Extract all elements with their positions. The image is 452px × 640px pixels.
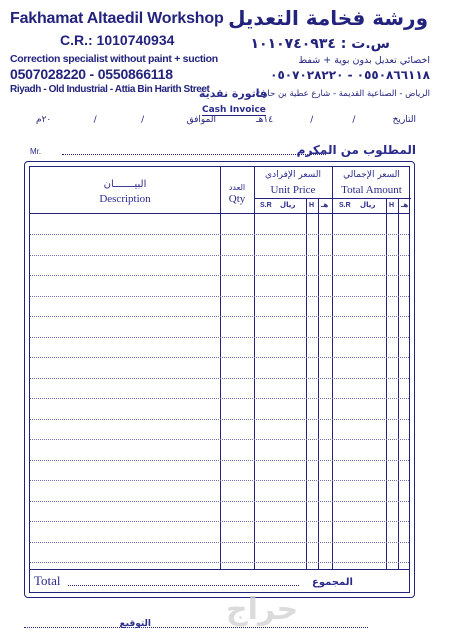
total-divider xyxy=(30,569,409,570)
item-row[interactable] xyxy=(30,480,409,481)
total-amount-header-en: Total Amount xyxy=(341,184,402,196)
qty-header-en: Qty xyxy=(228,193,246,205)
customer-name-line[interactable] xyxy=(62,154,326,155)
description-header-ar: البيـــــــان xyxy=(103,179,147,190)
address-ar: الرياض - الصناعية القديمة - شارع عطية بن حارث xyxy=(255,89,430,99)
customer-field[interactable] xyxy=(24,143,416,159)
address-en: Riyadh - Old Industrial - Attia Bin Harith Street xyxy=(10,84,210,95)
unit-ha-label: هـ xyxy=(321,201,329,209)
hijri-date-field[interactable] xyxy=(256,115,416,125)
unit-sr-label: S.R xyxy=(260,202,272,209)
customer-label-ar: المطلوب من المكرم xyxy=(296,143,416,157)
hijri-date-label: التاريخ xyxy=(392,115,416,125)
item-row[interactable] xyxy=(30,439,409,440)
item-row[interactable] xyxy=(30,255,409,256)
column-divider xyxy=(254,167,255,570)
signature-line[interactable] xyxy=(24,627,368,628)
item-row[interactable] xyxy=(30,398,409,399)
total-ha-label: هـ xyxy=(401,201,409,209)
qty-header-ar: العدد xyxy=(228,183,246,192)
total-label-en: Total xyxy=(34,573,61,588)
total-h-label: H xyxy=(389,202,395,209)
unit-price-header-en: Unit Price xyxy=(270,184,316,196)
total-amount-line[interactable] xyxy=(68,585,299,586)
shop-name-ar: ورشة فخامة التعديل xyxy=(228,6,428,30)
item-row[interactable] xyxy=(30,562,409,563)
unit-riyal-label: ريال xyxy=(280,201,296,209)
date-separator: / xyxy=(310,115,314,125)
description-header-en: Description xyxy=(99,193,151,205)
unit-price-header-ar: السعر الإفرادي xyxy=(265,170,321,180)
subheader-divider xyxy=(254,198,332,199)
signature-field[interactable] xyxy=(24,617,416,633)
date-separator: / xyxy=(93,115,97,125)
column-divider xyxy=(220,167,221,570)
hijri-year: ١٤هـ xyxy=(256,115,274,125)
item-row[interactable] xyxy=(30,275,409,276)
total-sr-label: S.R xyxy=(339,202,351,209)
specialty-ar: اخصائي تعديل بدون بوية + شفط xyxy=(298,55,430,66)
shop-name-en: Fakhamat Altaedil Workshop xyxy=(10,10,224,27)
phones-en: 0507028220 - 0550866118 xyxy=(10,66,173,82)
items-table-inner xyxy=(29,166,410,593)
item-row[interactable] xyxy=(30,234,409,235)
item-row[interactable] xyxy=(30,501,409,502)
subheader-divider xyxy=(332,198,411,199)
unit-h-label: H xyxy=(309,202,315,209)
total-riyal-label: ريال xyxy=(360,201,376,209)
phones-ar: ٠٥٥٠٨٦٦١١٨ - ٠٥٠٧٠٢٨٢٢٠ xyxy=(270,68,430,82)
total-label-ar: المجموع xyxy=(312,577,353,588)
customer-label-en: Mr. xyxy=(30,147,42,156)
item-row[interactable] xyxy=(30,542,409,543)
gregorian-date-label: الموافق xyxy=(186,115,216,125)
item-row[interactable] xyxy=(30,296,409,297)
invoice-type-en: Cash Invoice xyxy=(202,105,266,115)
items-table xyxy=(24,161,415,598)
item-row[interactable] xyxy=(30,460,409,461)
column-divider xyxy=(332,167,333,570)
date-separator: / xyxy=(352,115,356,125)
item-row[interactable] xyxy=(30,337,409,338)
item-row[interactable] xyxy=(30,378,409,379)
signature-label: التوقيع xyxy=(119,619,151,629)
item-row[interactable] xyxy=(30,357,409,358)
item-row[interactable] xyxy=(30,419,409,420)
cr-number-ar: س.ت : ١٠١٠٧٤٠٩٣٤ xyxy=(250,36,390,52)
gregorian-year: ٢٠م xyxy=(36,115,52,125)
watermark: حراج xyxy=(226,592,299,627)
item-row[interactable] xyxy=(30,521,409,522)
date-separator: / xyxy=(141,115,145,125)
specialty-en: Correction specialist without paint + suction xyxy=(10,53,218,65)
cr-number-en: C.R.: 1010740934 xyxy=(60,32,175,48)
invoice-type-ar: فاتورة نقدية xyxy=(198,87,268,100)
total-amount-header-ar: السعر الإجمالي xyxy=(343,170,400,180)
gregorian-date-field[interactable] xyxy=(36,115,216,125)
item-row[interactable] xyxy=(30,316,409,317)
